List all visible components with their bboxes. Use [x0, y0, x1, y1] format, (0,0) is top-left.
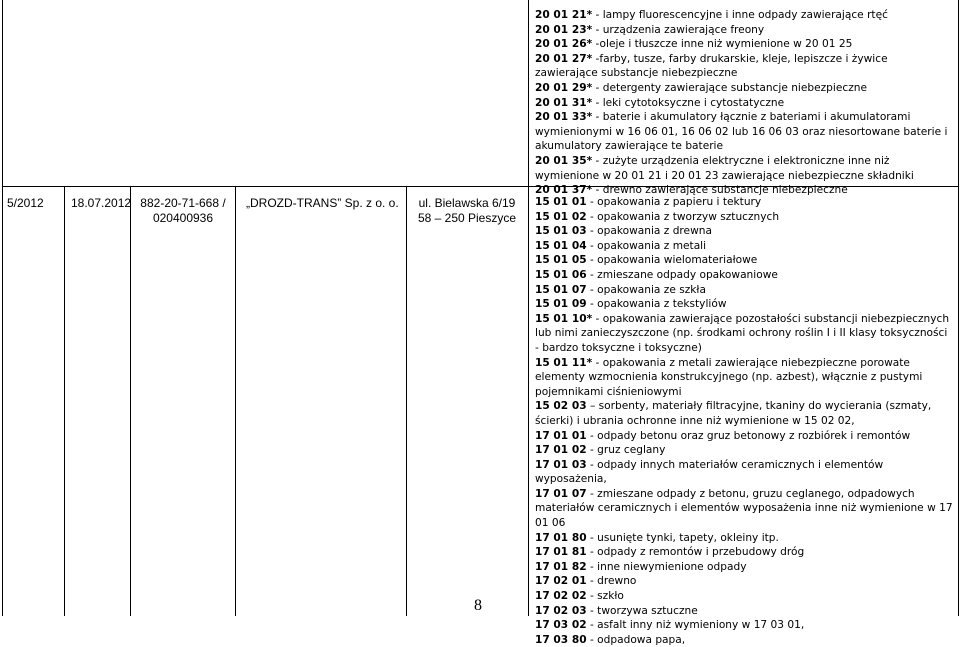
waste-code-item: 17 02 02 - szkło: [535, 590, 624, 603]
waste-code-item: 20 01 31* - leki cytotoksyczne i cytostatyczne: [535, 96, 785, 109]
waste-code-item: 20 01 21* - lampy fluorescencyjne i inne odpady zawierające rtęć: [535, 9, 888, 21]
waste-code-item: 17 01 01 - odpady betonu oraz gruz betonowy z rozbiórek i remontów: [535, 429, 911, 442]
entry-regon: 020400936: [152, 211, 214, 225]
waste-code-item: 15 01 04 - opakowania z metali: [535, 239, 707, 252]
waste-code-item: 15 01 11* - opakowania z metali zawierające niebezpieczne porowate elementy wzmocnienia konstrukcyjnego (np. azbest), włącznie z pustymi pojemnikami ciśnieniowymi: [535, 356, 923, 398]
waste-code-item: 15 01 06 - zmieszane odpady opakowaniowe: [535, 268, 778, 281]
waste-code-item: 20 01 33* - baterie i akumulatory łącznie z bateriami i akumulatorami wymienionymi w 16 06 01, 16 06 02 lub 16 06 03 oraz niesortowane baterie i akumulatory zawierające te baterie: [535, 111, 948, 153]
waste-code-item: 17 01 81 - odpady z remontów i przebudowy dróg: [535, 546, 805, 559]
table-divider-number: [64, 186, 65, 616]
waste-code-item: 15 01 05 - opakowania wielomateriałowe: [535, 254, 758, 267]
waste-code-item: 15 01 09 - opakowania z tekstyliów: [535, 298, 727, 311]
waste-code-item: 17 02 01 - drewno: [535, 575, 637, 588]
waste-code-item: 17 03 80 - odpadowa papa,: [535, 633, 686, 646]
waste-codes-bottom: [535, 195, 953, 647]
table-divider-company: [406, 186, 407, 616]
entry-date: 18.07.2012: [71, 196, 132, 210]
waste-code-item: 15 02 03 – sorbenty, materiały filtracyjne, tkaniny do wycierania (szmaty, ścierki) i ubrania ochronne inne niż wymienione w 15 02 02,: [535, 400, 932, 427]
table-border-left: [2, 0, 3, 616]
entry-company: „DROZD-TRANS” Sp. z o. o.: [246, 196, 399, 210]
waste-code-item: 15 01 02 - opakowania z tworzyw sztucznych: [535, 210, 780, 223]
waste-code-item: 15 01 07 - opakowania ze szkła: [535, 283, 706, 296]
waste-code-item: 15 01 10* - opakowania zawierające pozostałości substancji niebezpiecznych lub nimi zanieczyszczone (np. środkami ochrony roślin I i II klasy toksyczności - bardzo toksyczne i toksyczne): [535, 312, 950, 354]
waste-code-item: 17 01 82 - inne niewymienione odpady: [535, 560, 747, 573]
waste-code-item: 20 01 29* - detergenty zawierające substancje niebezpieczne: [535, 81, 867, 94]
entry-nip-regon: [131, 196, 235, 226]
waste-code-item: 17 03 02 - asfalt inny niż wymieniony w 17 03 01,: [535, 619, 805, 632]
entry-address-street: ul. Bielawska 6/19: [418, 196, 516, 210]
table-divider-date: [130, 186, 131, 616]
page-number: 8: [474, 597, 482, 614]
entry-number: 5/2012: [7, 196, 44, 210]
waste-code-item: 15 01 01 - opakowania z papieru i tektury: [535, 196, 762, 208]
table-divider-address: [528, 0, 529, 616]
waste-code-item: 20 01 35* - zużyte urządzenia elektryczne i elektroniczne inne niż wymienione w 20 01 21 i 20 01 23 zawierające niebezpieczne składniki: [535, 154, 914, 182]
waste-code-item: 20 01 23* - urządzenia zawierające freony: [535, 23, 765, 36]
waste-codes-top: [535, 8, 953, 198]
table-divider-nip: [235, 186, 236, 616]
waste-code-item: 15 01 03 - opakowania z drewna: [535, 225, 712, 238]
table-border-right: [958, 0, 959, 616]
entry-address-city: 58 – 250 Pieszyce: [417, 211, 517, 225]
waste-code-item: 20 01 26* -oleje i tłuszcze inne niż wymienione w 20 01 25: [535, 38, 853, 51]
waste-code-item: 20 01 37* - drewno zawierające substancje niebezpieczne: [535, 184, 848, 197]
waste-code-item: 17 01 07 - zmieszane odpady z betonu, gruzu ceglanego, odpadowych materiałów ceramicznych i elementów wyposażenia inne niż wymienione w 17 01 06: [535, 487, 953, 530]
entry-address: [406, 196, 528, 226]
waste-code-item: 17 01 80 - usunięte tynki, tapety, okleiny itp.: [535, 531, 779, 544]
waste-code-item: 20 01 27* -farby, tusze, farby drukarskie, kleje, lepiszcze i żywice zawierające substancje niebezpieczne: [535, 52, 888, 80]
entry-nip: 882-20-71-668 /: [140, 196, 226, 210]
waste-code-item: 17 01 03 - odpady innych materiałów ceramicznych i elementów wyposażenia,: [535, 458, 884, 486]
waste-code-item: 17 02 03 - tworzywa sztuczne: [535, 604, 698, 617]
waste-code-item: 17 01 02 - gruz ceglany: [535, 444, 666, 457]
